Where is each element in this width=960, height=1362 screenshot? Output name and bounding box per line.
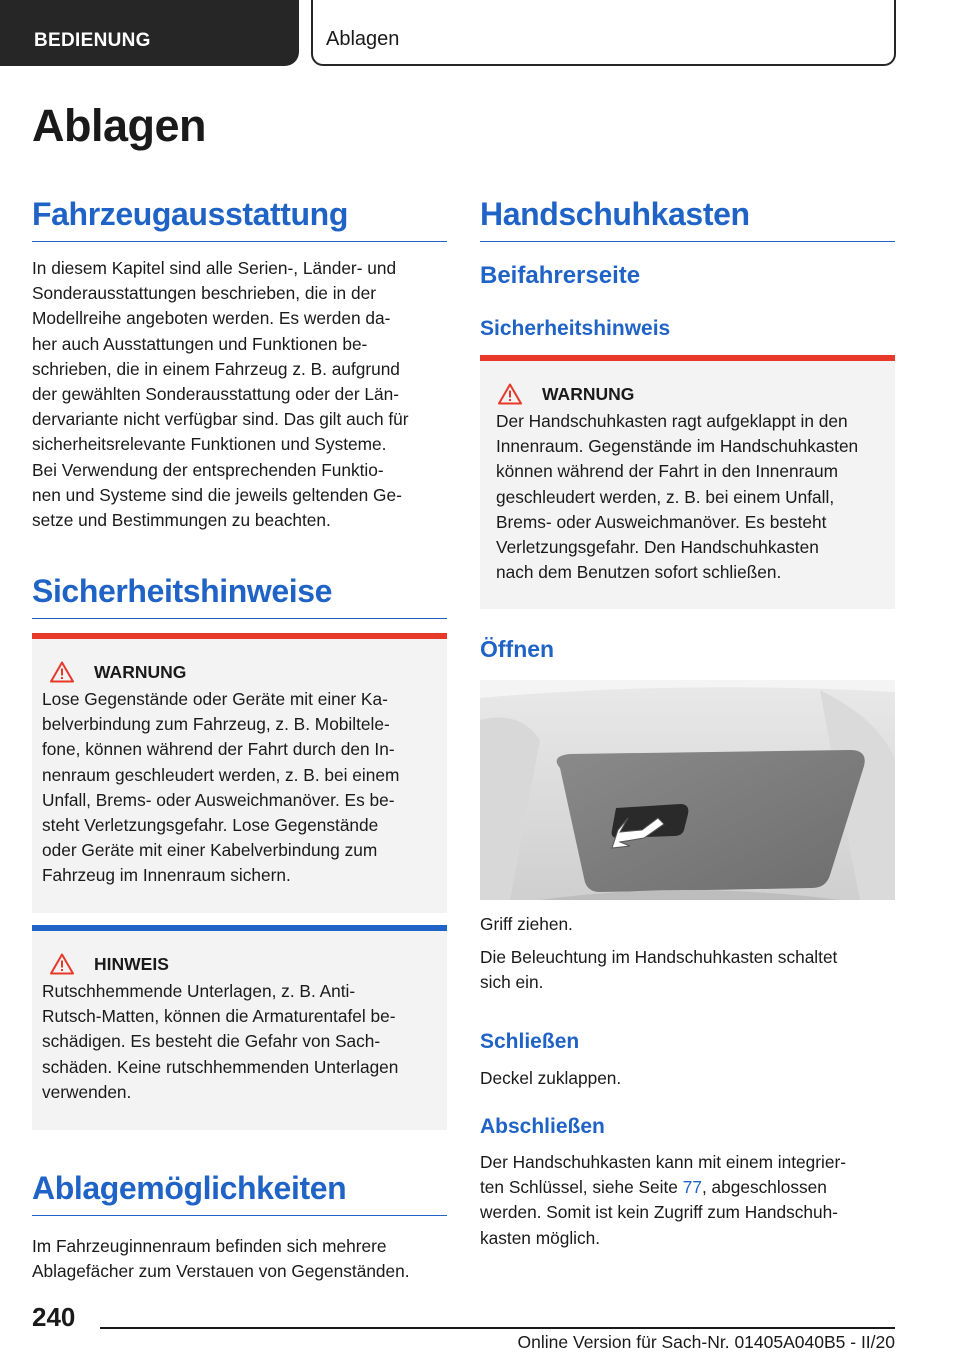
text-line: schädigen. Es besteht die Gefahr von Sach- xyxy=(42,1031,381,1052)
chapter-tab xyxy=(311,0,896,66)
warning-box-glovebox xyxy=(480,355,895,609)
text-line: kasten möglich. xyxy=(480,1227,601,1248)
note-box-anti-slip xyxy=(32,925,447,1130)
text-line: nach dem Benutzen sofort schließen. xyxy=(496,562,782,583)
heading-abschliessen: Abschließen xyxy=(480,1115,605,1138)
text-line: Rutsch-Matten, können die Armaturentafel be- xyxy=(42,1006,396,1027)
text-line: schäden. Keine rutschhemmenden Unterlagen xyxy=(42,1056,399,1077)
heading-handschuhkasten xyxy=(480,196,895,242)
text-line: sich ein. xyxy=(480,972,544,993)
text-line: nenraum geschleudert werden, z. B. bei einem xyxy=(42,764,400,785)
text-line: Der Handschuhkasten kann mit einem integrier- xyxy=(480,1152,846,1172)
text-line: setze und Bestimmungen zu beachten. xyxy=(32,510,331,531)
text-line: fone, können während der Fahrt durch den In- xyxy=(42,739,395,760)
section-label: BEDIENUNG xyxy=(34,30,151,51)
heading-fahrzeugausstattung xyxy=(32,196,447,242)
text-line: sicherheitsrelevante Funktionen und Systeme. xyxy=(32,434,387,455)
text-fragment: ten Schlüssel, siehe Seite xyxy=(480,1177,683,1198)
text-line: verwenden. xyxy=(42,1081,132,1102)
heading-sicherheitshinweise-text: Sicherheitshinweise xyxy=(32,573,447,619)
warning-header xyxy=(42,661,437,683)
text-line: Ablagefächer zum Verstauen von Gegenständen. xyxy=(32,1261,410,1282)
text-line: dervariante nicht verfügbar sind. Das gilt auch für xyxy=(32,409,409,430)
warning-triangle-icon xyxy=(50,953,74,975)
glovebox-illustration xyxy=(480,680,895,900)
text-line: nen und Systeme sind die jeweils geltenden Ge- xyxy=(32,484,402,505)
heading-sicherheitshinweise xyxy=(32,573,447,619)
note-header xyxy=(42,953,437,975)
warning-label: WARNUNG xyxy=(542,383,635,404)
heading-sicherheitshinweis: Sicherheitshinweis xyxy=(480,317,671,340)
text-line: Im Fahrzeuginnenraum befinden sich mehrere xyxy=(32,1236,387,1256)
text-line: Verletzungsgefahr. Den Handschuhkasten xyxy=(496,537,819,558)
text-line: Die Beleuchtung im Handschuhkasten schaltet xyxy=(480,947,838,967)
text-line: werden. Somit ist kein Zugriff zum Handschuh- xyxy=(480,1202,838,1223)
abschliessen-paragraph xyxy=(480,1150,895,1251)
text-line: Lose Gegenstände oder Geräte mit einer Ka- xyxy=(42,689,388,709)
text-line xyxy=(480,1175,895,1200)
heading-ablagemoeglichkeiten-text: Ablagemöglichkeiten xyxy=(32,1170,447,1216)
heading-handschuhkasten-text: Handschuhkasten xyxy=(480,196,895,242)
warning-box-loose-objects xyxy=(32,633,447,913)
heading-beifahrerseite: Beifahrerseite xyxy=(480,262,641,289)
schliessen-paragraph: Deckel zuklappen. xyxy=(480,1068,622,1088)
text-line: her auch Ausstattungen und Funktionen be- xyxy=(32,333,368,354)
text-line: Sonderausstattungen beschrieben, die in der xyxy=(32,283,376,304)
heading-ablagemoeglichkeiten xyxy=(32,1170,447,1216)
oeffnen-paragraph xyxy=(480,945,895,995)
warning-text xyxy=(42,687,437,889)
page-number: 240 xyxy=(32,1302,76,1332)
text-line: Bei Verwendung der entsprechenden Funktio- xyxy=(32,459,384,480)
heading-fahrzeugausstattung-text: Fahrzeugausstattung xyxy=(32,196,447,242)
text-line: Rutschhemmende Unterlagen, z. B. Anti- xyxy=(42,981,356,1001)
oeffnen-step: Griff ziehen. xyxy=(480,914,573,934)
text-line: steht Verletzungsgefahr. Lose Gegenstände xyxy=(42,815,379,836)
warning-triangle-icon xyxy=(50,661,74,683)
heading-oeffnen: Öffnen xyxy=(480,636,555,662)
text-line: oder Geräte mit einer Kabelverbindung zum xyxy=(42,840,378,861)
ablage-paragraph xyxy=(32,1234,447,1284)
text-line: schrieben, die in einem Fahrzeug z. B. aufgrund xyxy=(32,358,400,379)
text-line: Brems- oder Ausweichmanöver. Es besteht xyxy=(496,511,827,532)
heading-schliessen: Schließen xyxy=(480,1030,580,1053)
glovebox-photo xyxy=(480,680,895,900)
footer-divider xyxy=(100,1327,895,1329)
page-title: Ablagen xyxy=(32,100,207,151)
chapter-label: Ablagen xyxy=(326,28,400,50)
fahrzeugausstattung-paragraph xyxy=(32,256,447,533)
note-label: HINWEIS xyxy=(94,953,169,974)
warning-label: WARNUNG xyxy=(94,661,187,682)
text-line: belverbindung zum Fahrzeug, z. B. Mobiltele- xyxy=(42,714,390,735)
text-line: Unfall, Brems- oder Ausweichmanöver. Es be- xyxy=(42,789,395,810)
warning-triangle-icon xyxy=(498,383,522,405)
text-fragment: , abgeschlossen xyxy=(701,1177,827,1198)
text-line: Innenraum. Gegenstände im Handschuhkasten xyxy=(496,436,859,457)
text-line: der gewählten Sonderausstattung oder der Län- xyxy=(32,384,399,405)
text-line: Modellreihe angeboten werden. Es werden da- xyxy=(32,308,391,329)
note-text xyxy=(42,979,437,1105)
text-line: geschleudert werden, z. B. bei einem Unfall, xyxy=(496,486,835,507)
footer-version: Online Version für Sach-Nr. 01405A040B5 - II/20 xyxy=(517,1332,895,1352)
text-line: In diesem Kapitel sind alle Serien-, Länder- und xyxy=(32,258,397,278)
section-tab xyxy=(0,0,299,66)
text-line: Fahrzeug im Innenraum sichern. xyxy=(42,865,291,886)
text-line: Der Handschuhkasten ragt aufgeklappt in den xyxy=(496,411,848,431)
warning-header xyxy=(490,383,885,405)
page-link[interactable]: 77 xyxy=(682,1177,702,1198)
text-line: können während der Fahrt in den Innenraum xyxy=(496,461,839,482)
warning-text xyxy=(490,409,885,585)
